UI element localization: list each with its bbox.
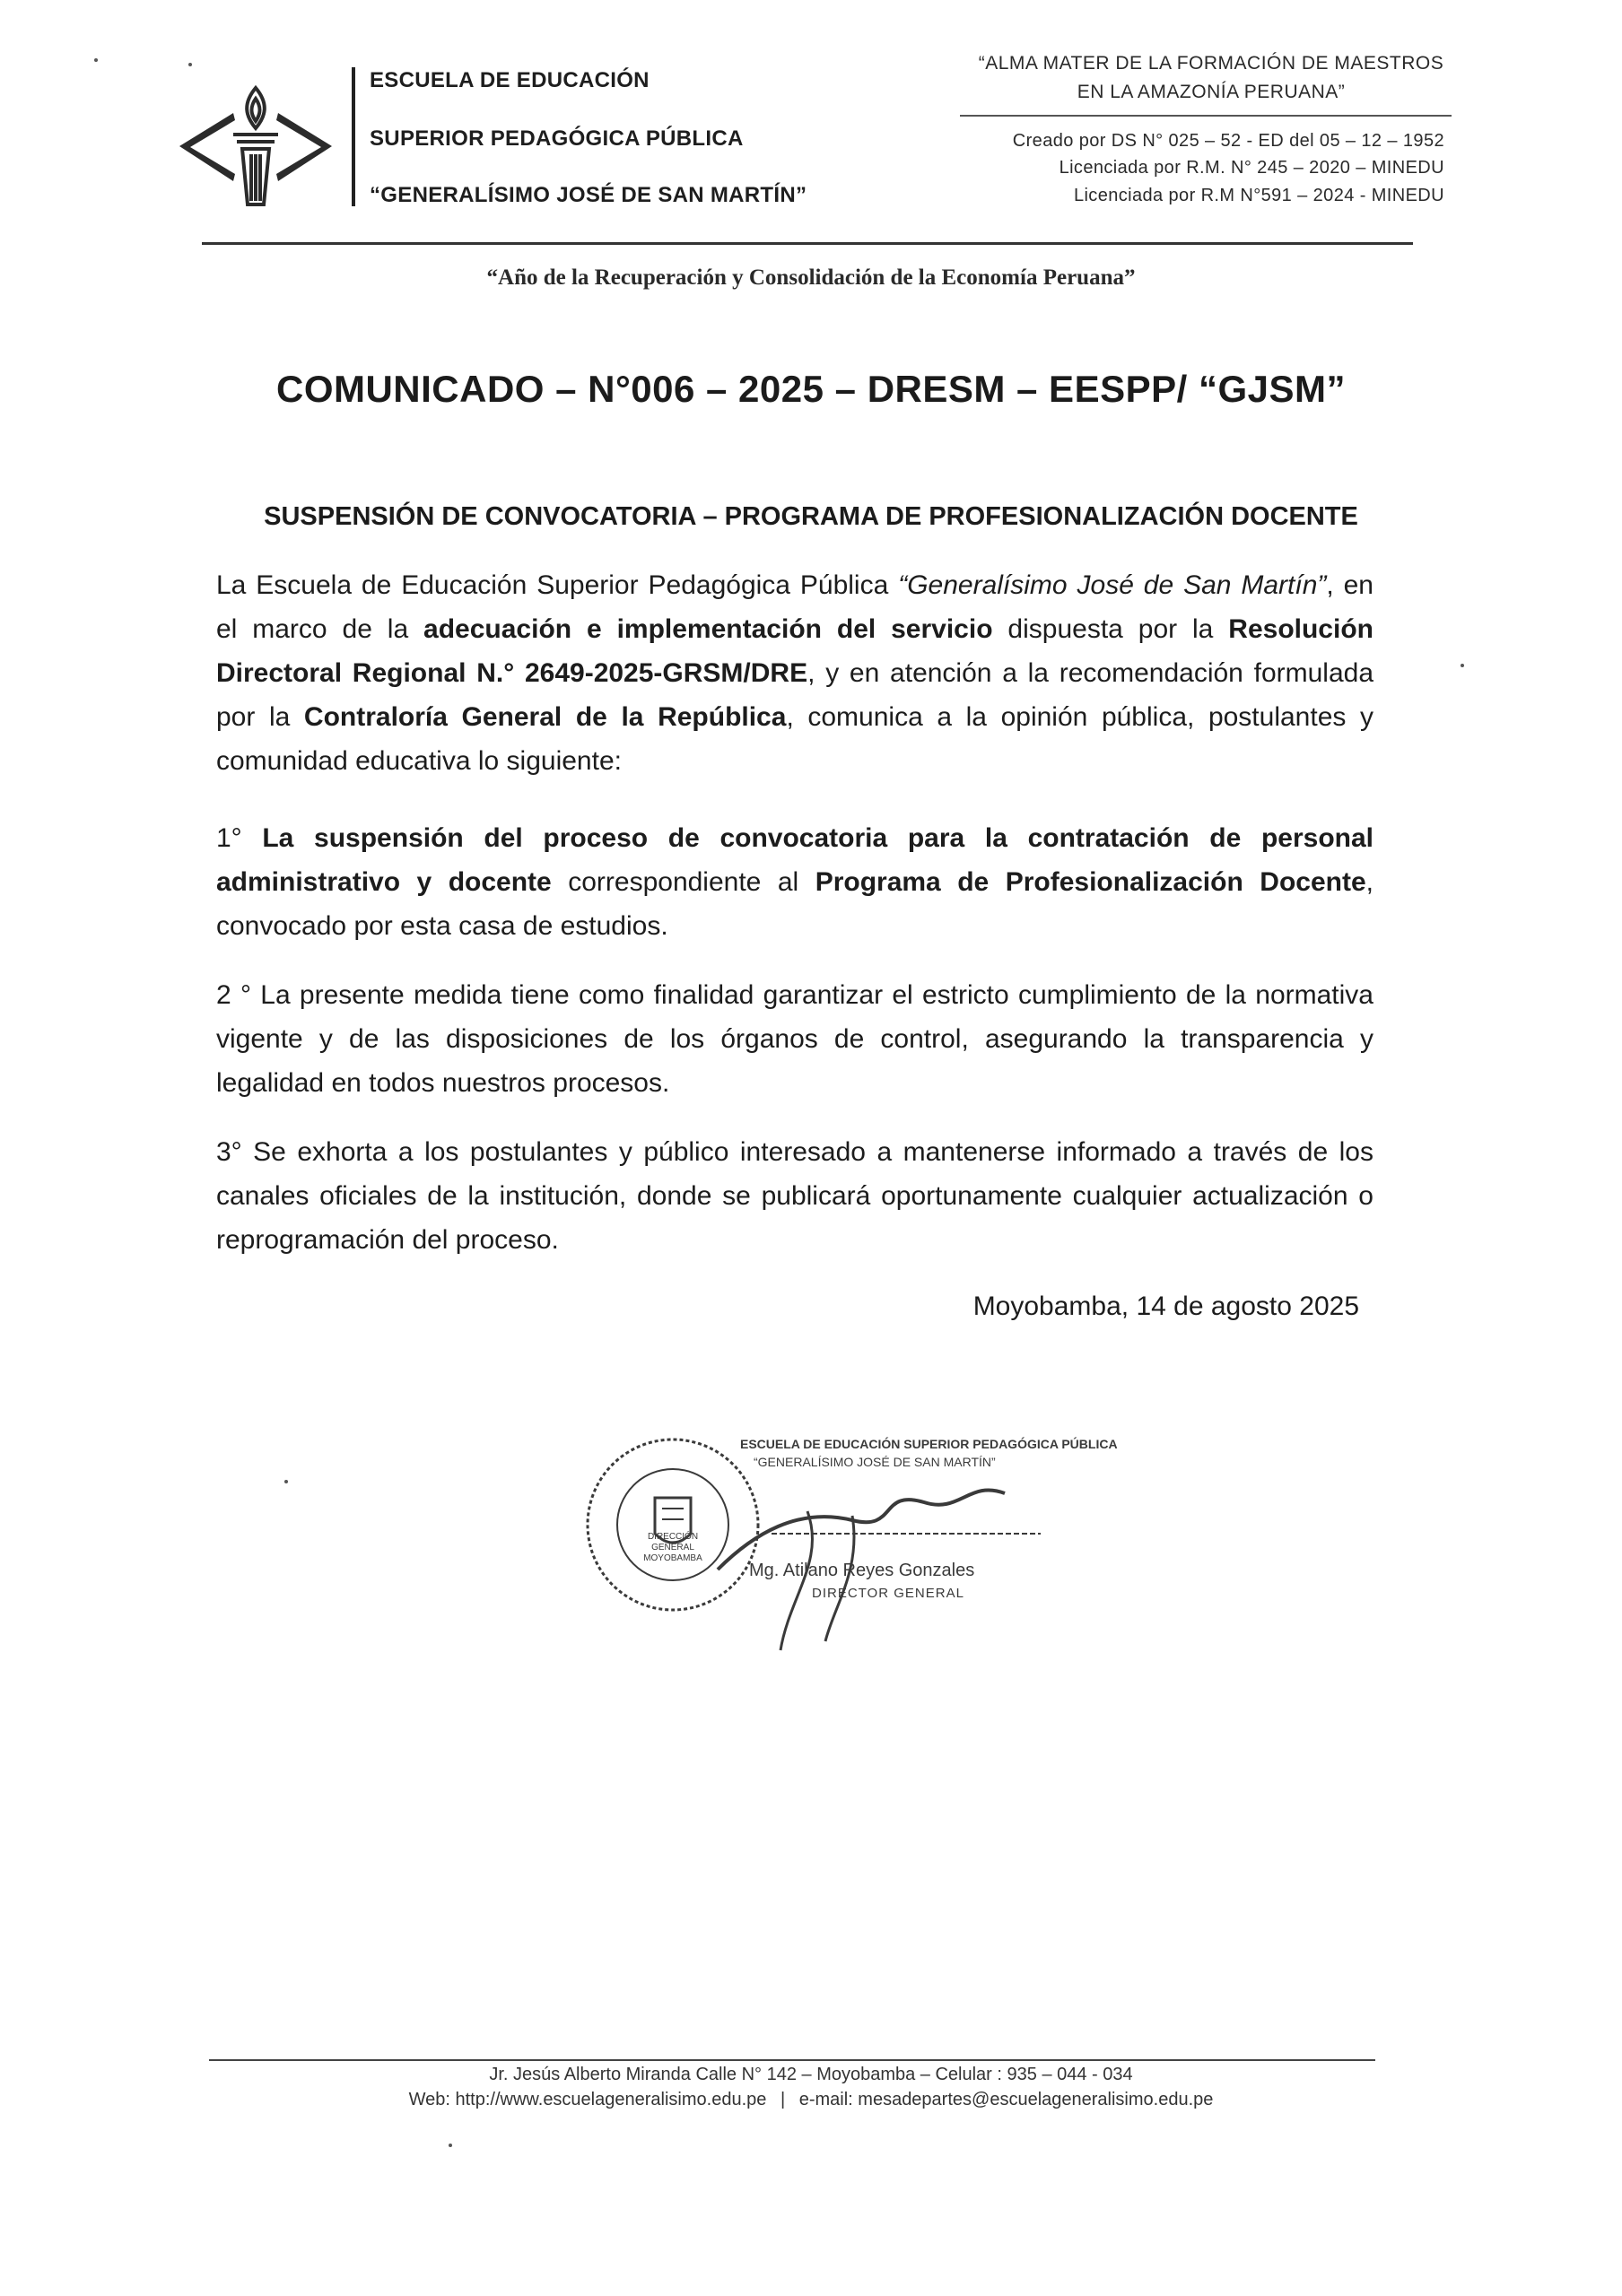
motto-divider <box>960 115 1452 117</box>
signature-block <box>583 1426 1118 1677</box>
footer-address: Jr. Jesús Alberto Miranda Calle N° 142 – Moyobamba – Celular : 935 – 044 - 034 <box>489 2065 1133 2084</box>
footer-contacts <box>0 2090 1622 2110</box>
point-2: 2 ° La presente medida tiene como finalidad garantizar el estricto cumplimiento de la normativa vigente y de las disposiciones de los órganos de control, asegurando la transparencia y legalidad en todos nuestros procesos. <box>216 980 1373 1098</box>
contraloria-reference: Contraloría General de la República <box>303 702 787 732</box>
point-1-text: , convocado por esta casa de estudios. <box>216 867 1373 941</box>
scan-speck <box>94 58 98 62</box>
legal-line-3: Licenciada por R.M N°591 – 2024 - MINEDU <box>1073 186 1444 205</box>
seal-text: DIRECCIÓN GENERAL MOYOBAMBA <box>643 1532 702 1563</box>
stamp-line-2: “GENERALÍSIMO JOSÉ DE SAN MARTÍN” <box>754 1455 996 1469</box>
point-1 <box>216 816 1373 948</box>
point-1-bold: La suspensión del proceso de convocatoria para la contratación de personal administrativo y docente <box>216 823 1373 897</box>
intro-text: dispuesta por la <box>992 614 1229 644</box>
footer-separator: | <box>780 2090 786 2109</box>
scan-speck <box>188 63 192 66</box>
institution-logo-icon <box>170 79 341 213</box>
institution-name-line-2: SUPERIOR PEDAGÓGICA PÚBLICA <box>370 126 744 151</box>
document-title: COMUNICADO – N°006 – 2025 – DRESM – EESPP/ “GJSM” <box>275 368 1346 410</box>
intro-text: , comunica a la opinión pública, postulantes y comunidad educativa lo siguiente: <box>216 702 1373 776</box>
scan-speck <box>1461 664 1464 667</box>
intro-text: , en el marco de la <box>216 570 1373 644</box>
intro-paragraph <box>216 563 1373 783</box>
header-rule <box>202 242 1413 245</box>
web-link[interactable]: http://www.escuelageneralisimo.edu.pe <box>455 2090 767 2109</box>
intro-text: La Escuela de Educación Superior Pedagógica Pública <box>216 570 899 600</box>
scan-speck <box>449 2144 452 2147</box>
stamp-line-1: ESCUELA DE EDUCACIÓN SUPERIOR PEDAGÓGICA PÚBLICA <box>740 1437 1118 1451</box>
point-1-text: correspondiente al <box>551 867 815 897</box>
place-and-date: Moyobamba, 14 de agosto 2025 <box>972 1292 1359 1321</box>
scan-speck <box>284 1480 288 1483</box>
motto-line-2: EN LA AMAZONÍA PERUANA” <box>1077 82 1346 102</box>
institution-name-line-1: ESCUELA DE EDUCACIÓN <box>370 68 650 92</box>
header-divider <box>352 67 355 206</box>
web-label: Web: <box>408 2090 450 2109</box>
signer-role: DIRECTOR GENERAL <box>812 1586 964 1601</box>
intro-text: , y en atención a la recomendación formulada por la <box>216 658 1374 732</box>
motto-line-1: “ALMA MATER DE LA FORMACIÓN DE MAESTROS <box>978 53 1444 74</box>
institution-name-italic: “Generalísimo José de San Martín” <box>898 570 1327 600</box>
email-link[interactable]: mesadepartes@escuelageneralisimo.edu.pe <box>858 2090 1214 2109</box>
email-label: e-mail: <box>798 2090 853 2109</box>
point-3: 3° Se exhorta a los postulantes y público interesado a mantenerse informado a través de los canales oficiales de la institución, donde se publicará oportunamente cualquier actualización o reprogramación del proceso. <box>216 1137 1373 1255</box>
legal-line-1: Creado por DS N° 025 – 52 - ED del 05 – 12 – 1952 <box>1012 131 1444 151</box>
footer-rule <box>209 2059 1375 2061</box>
document-subtitle: SUSPENSIÓN DE CONVOCATORIA – PROGRAMA DE PROFESIONALIZACIÓN DOCENTE <box>264 502 1358 531</box>
year-name: “Año de la Recuperación y Consolidación de la Economía Peruana” <box>486 265 1136 290</box>
resolution-reference: Resolución Directoral Regional N.° 2649-2025-GRSM/DRE <box>216 614 1373 688</box>
signer-name: Mg. Atilano Reyes Gonzales <box>749 1561 975 1580</box>
institution-motto <box>951 49 1471 107</box>
intro-bold: adecuación e implementación del servicio <box>423 614 993 644</box>
point-number: 1° <box>216 823 263 853</box>
institution-name-line-3: “GENERALÍSIMO JOSÉ DE SAN MARTÍN” <box>370 183 807 207</box>
legal-line-2: Licenciada por R.M. N° 245 – 2020 – MINEDU <box>1059 158 1444 178</box>
program-name: Programa de Profesionalización Docente <box>815 867 1366 897</box>
